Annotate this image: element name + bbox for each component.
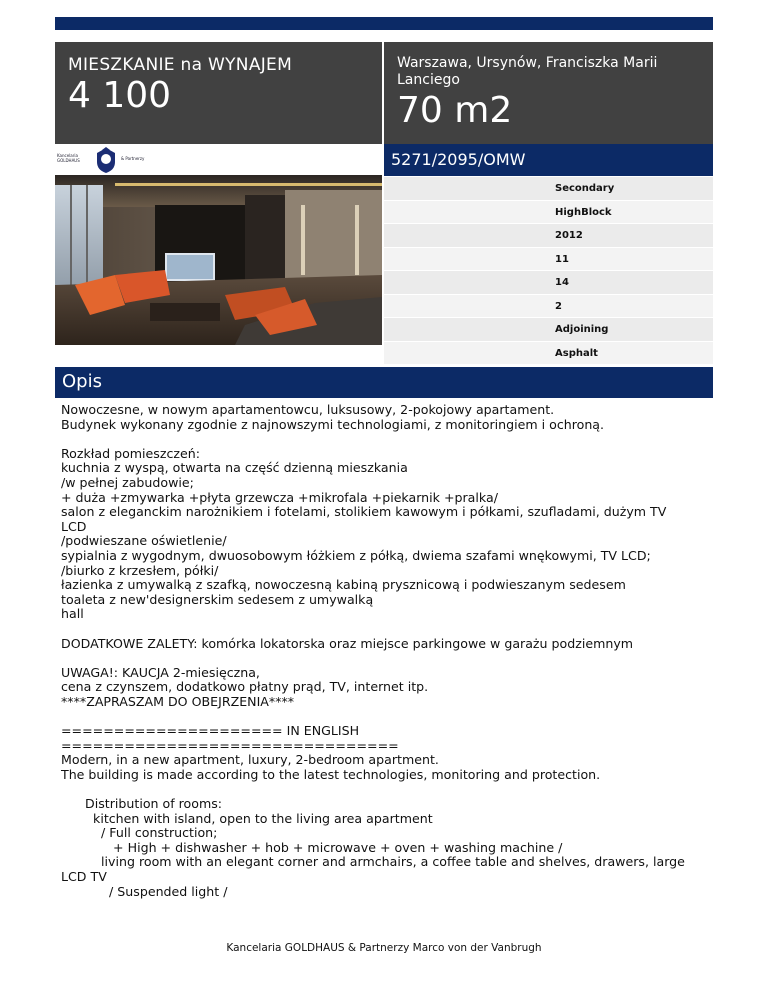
reference-bar bbox=[384, 144, 713, 176]
attribute-value: 2 bbox=[555, 300, 562, 312]
logo-left-text: Kancelaria GOLDHAUS bbox=[57, 153, 80, 163]
attribute-value: Asphalt bbox=[555, 347, 598, 359]
attribute-value: Secondary bbox=[555, 183, 615, 194]
footer-text: Kancelaria GOLDHAUS & Partnerzy Marco von der Vanbrugh bbox=[226, 942, 542, 954]
attribute-row bbox=[384, 271, 713, 294]
apartment-photo bbox=[55, 175, 382, 345]
description-text: Nowoczesne, w nowym apartamentowcu, luksusowy, 2-pokojowy apartament. Budynek wykonany zgodnie z najnowszymi technologiami, z monitoringiem i ochroną. Rozkład pomieszczeń: kuchnia z wyspą, otwarta na część dzienną mieszkania /w pełnej zabudowie; + duża +zmywarka +płyta grzewcza +mikrofala +piekarnik +pralka/ salon z eleganckim narożnikiem i fotelami, stolikiem kawowym i półkami, szufladami, dużym TV LCD /podwieszane oświetlenie/ sypialnia z wygodnym, dwuosobowym łóżkiem z półką, dwiema szafami wnękowymi, TV LCD; /biurko z krzesłem, półki/ łazienka z umywalką z szafką, nowoczesną kabiną prysznicową i podwieszanym sedesem toaleta z new'designerskim sedesem z umywalką hall DODATKOWE ZALETY: komórka lokatorska oraz miejsce parkingowe w garażu podziemnym UWAGA!: KAUCJA 2-miesięczna, cena z czynszem, dodatkowo płatny prąd, TV, internet itp. ****ZAPRASZAM DO OBEJRZENIA**** ===================== IN ENGLISH ================================ Modern, in a new apartment, luxury, 2-bedroom apartment. The building is made according to the latest technologies, monitoring and protection. Distribution of rooms: kitchen with island, open to the living area apartment / Full construction; + High + dishwasher + hob + microwave + oven + washing machine / living room with an elegant corner and armchairs, a coffee table and shelves, drawers, large LCD TV / Suspended light / bbox=[61, 402, 685, 899]
attribute-value: 2012 bbox=[555, 230, 583, 241]
attribute-value: HighBlock bbox=[555, 206, 612, 218]
agency-logo-area bbox=[55, 144, 382, 174]
section-title: Opis bbox=[62, 371, 102, 392]
agency-logo bbox=[57, 146, 147, 174]
attribute-value: 11 bbox=[555, 253, 569, 265]
area: 70 m2 bbox=[397, 90, 513, 131]
top-accent-bar bbox=[55, 17, 713, 30]
attribute-list bbox=[384, 177, 713, 365]
offer-type: MIESZKANIE na WYNAJEM bbox=[68, 55, 293, 75]
attribute-row bbox=[384, 318, 713, 341]
section-header bbox=[55, 367, 713, 398]
attribute-row bbox=[384, 177, 713, 200]
location: Warszawa, Ursynów, Franciszka Marii Lanciego bbox=[397, 55, 658, 88]
reference-number: 5271/2095/OMW bbox=[391, 150, 526, 169]
attribute-row bbox=[384, 248, 713, 271]
attribute-row bbox=[384, 342, 713, 365]
location-header bbox=[384, 42, 713, 144]
price: 4 100 bbox=[68, 75, 172, 116]
attribute-value: 14 bbox=[555, 277, 569, 288]
attribute-row bbox=[384, 295, 713, 318]
attribute-row bbox=[384, 224, 713, 247]
attribute-row bbox=[384, 201, 713, 224]
logo-right-text: & Partnerzy bbox=[121, 156, 145, 161]
attribute-value: Adjoining bbox=[555, 324, 609, 335]
offer-header bbox=[55, 42, 382, 144]
